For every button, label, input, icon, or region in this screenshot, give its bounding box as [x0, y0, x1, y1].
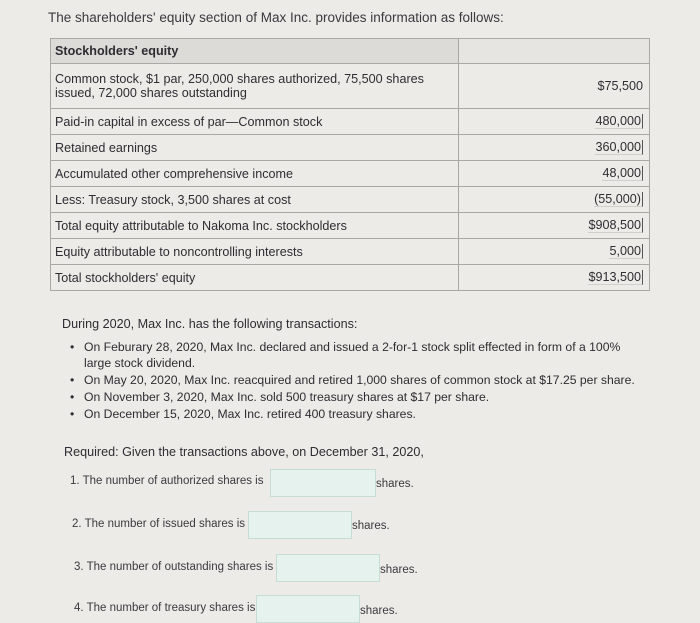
table-row: [51, 213, 650, 239]
row-label: Total equity attributable to Nakoma Inc. stockholders: [51, 213, 459, 239]
row-value-text: $913,500: [588, 270, 641, 284]
row-value: [458, 187, 649, 213]
row-value-text: 360,000: [595, 140, 641, 154]
question-1-unit: shares.: [376, 478, 414, 490]
row-value-text: (55,000): [594, 192, 641, 206]
question-3-label: 3. The number of outstanding shares is: [74, 561, 274, 573]
table-row: [51, 265, 650, 291]
row-label: Total stockholders' equity: [51, 265, 459, 291]
table-row: [51, 135, 650, 161]
row-value: $75,500: [458, 64, 649, 109]
required-text: Required: Given the transactions above, on December 31, 2020,: [64, 445, 424, 459]
transactions-intro: During 2020, Max Inc. has the following transactions:: [62, 317, 358, 331]
row-label: Accumulated other comprehensive income: [51, 161, 459, 187]
row-value: [458, 161, 649, 187]
row-label: Paid-in capital in excess of par—Common stock: [51, 109, 459, 135]
row-value-text: 5,000: [609, 244, 641, 258]
row-label: Equity attributable to noncontrolling interests: [51, 239, 459, 265]
question-3-unit: shares.: [380, 564, 418, 576]
list-item: • On Feburary 28, 2020, Max Inc. declared and issued a 2-for-1 stock split effected in form of a 100% large stock dividend.: [68, 339, 648, 371]
intro-text: The shareholders' equity section of Max Inc. provides information as follows:: [48, 10, 504, 25]
row-value: [458, 135, 649, 161]
list-item: • On May 20, 2020, Max Inc. reacquired and retired 1,000 shares of common stock at $17.25 per share.: [68, 372, 648, 388]
table-row: [51, 161, 650, 187]
row-value: [458, 265, 649, 291]
table-header-amount: [458, 39, 649, 64]
table-row: [51, 187, 650, 213]
row-value: [458, 109, 649, 135]
row-label: Less: Treasury stock, 3,500 shares at cost: [51, 187, 459, 213]
question-1-label: 1. The number of authorized shares is: [70, 475, 264, 487]
row-value-text: 48,000: [602, 166, 641, 180]
row-value-text: 480,000: [595, 114, 641, 128]
row-value: [458, 213, 649, 239]
table-header: Stockholders' equity: [51, 39, 459, 64]
table-row: [51, 64, 650, 109]
question-2-label: 2. The number of issued shares is: [72, 518, 246, 530]
row-value-text: $908,500: [588, 218, 641, 232]
question-4-label: 4. The number of treasury shares is: [74, 602, 256, 614]
issued-shares-input[interactable]: [248, 511, 352, 539]
question-4-unit: shares.: [360, 605, 398, 617]
table-row: [51, 109, 650, 135]
list-item: • On November 3, 2020, Max Inc. sold 500 treasury shares at $17 per share.: [68, 389, 648, 405]
transactions-list: [68, 339, 648, 423]
row-label: Retained earnings: [51, 135, 459, 161]
treasury-shares-input[interactable]: [256, 595, 360, 623]
equity-table: [50, 38, 650, 291]
row-value: [458, 239, 649, 265]
outstanding-shares-input[interactable]: [276, 554, 380, 582]
table-row: [51, 239, 650, 265]
table-header-row: [51, 39, 650, 64]
row-label: Common stock, $1 par, 250,000 shares authorized, 75,500 shares issued, 72,000 shares outstanding: [51, 64, 459, 109]
list-item: • On December 15, 2020, Max Inc. retired 400 treasury shares.: [68, 406, 648, 422]
question-2-unit: shares.: [352, 520, 390, 532]
authorized-shares-input[interactable]: [270, 469, 376, 497]
